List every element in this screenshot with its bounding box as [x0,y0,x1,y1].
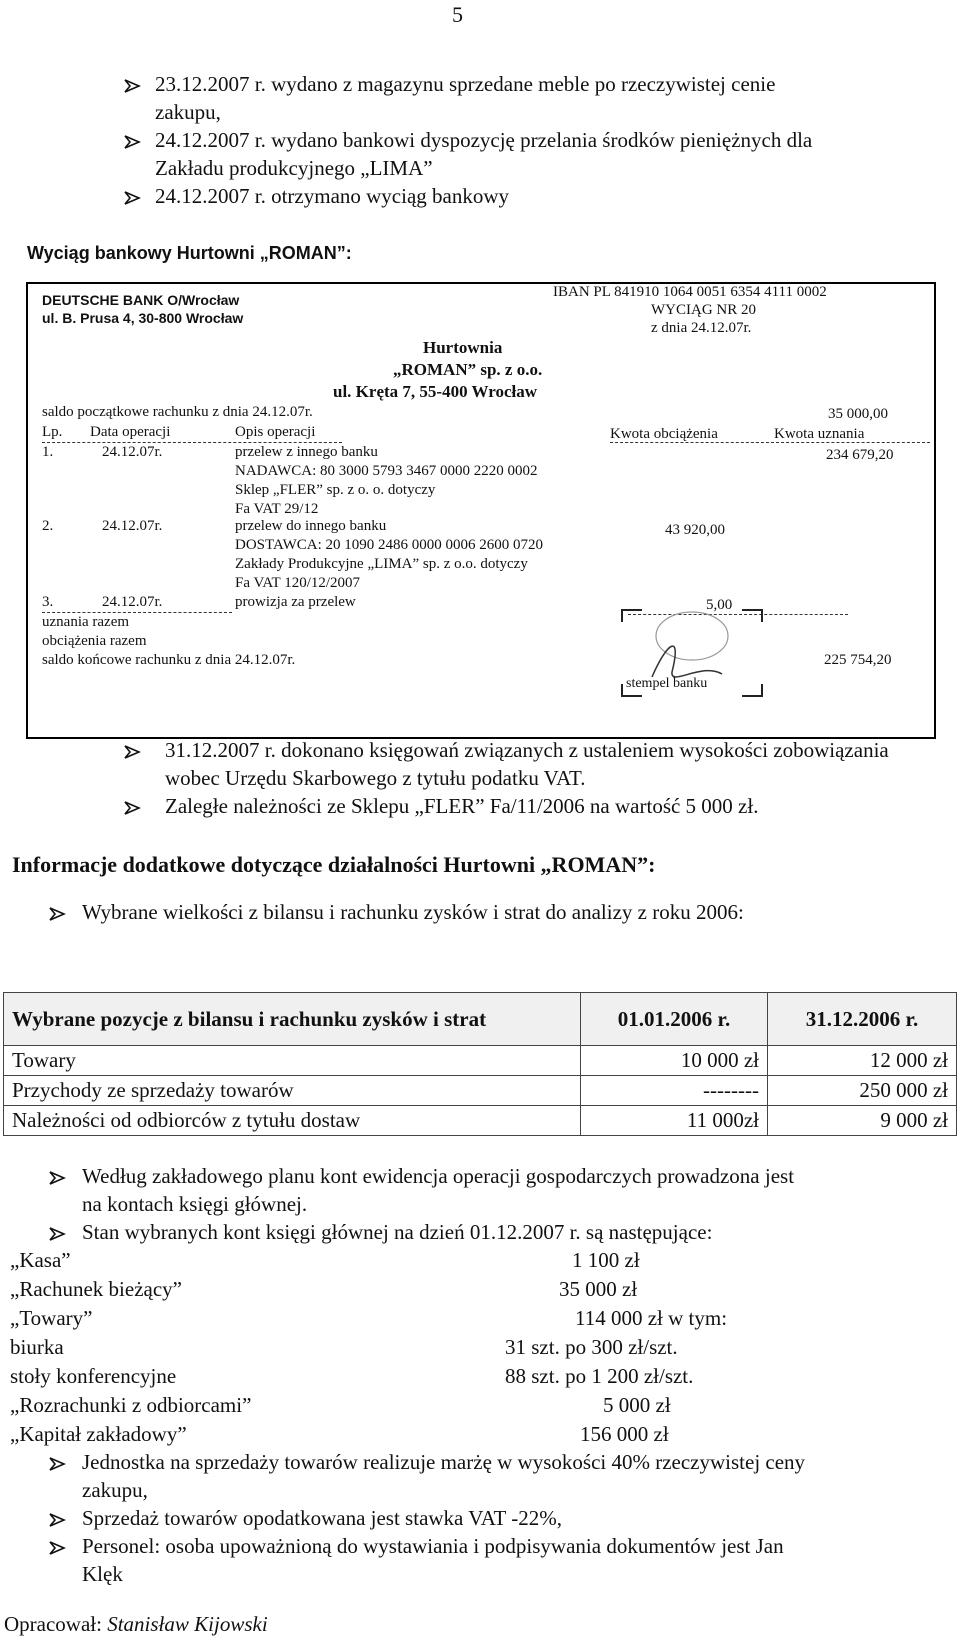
operation-desc: NADAWCA: 80 3000 5793 3467 0000 2220 0002 [235,463,538,479]
account-value: 88 szt. po 1 200 zł/szt. [505,1364,694,1388]
operation-debit: 43 920,00 [665,522,725,538]
opening-balance-value: 35 000,00 [828,406,888,422]
account-value: 5 000 zł [603,1393,671,1417]
debits-total-label: obciążenia razem [42,633,147,649]
arrow-bullet-icon [123,134,141,150]
bullet-text: 31.12.2007 r. dokonano księgowań związanych z ustaleniem wysokości zobowiązania [165,738,889,762]
account-value: 35 000 zł [559,1277,638,1301]
account-name: „Rachunek bieżący” [10,1277,182,1301]
bullet-text: wobec Urzędu Skarbowego z tytułu podatku VAT. [165,766,586,790]
bullet-text: Klęk [82,1562,123,1586]
table-header-cell: 01.01.2006 r. [581,993,768,1046]
operation-desc: prowizja za przelew [235,594,356,610]
account-value: 1 100 zł [572,1248,640,1272]
operation-date: 24.12.07r. [102,518,163,534]
bank-address: ul. B. Prusa 4, 30-800 Wrocław [42,310,244,326]
bullet-text: 24.12.2007 r. otrzymano wyciąg bankowy [155,184,510,208]
table-row [4,1106,957,1136]
arrow-bullet-icon [48,1456,66,1472]
bullet-text: Jednostka na sprzedaży towarów realizuje marżę w wysokości 40% rzeczywistej ceny [82,1450,806,1474]
arrow-bullet-icon [123,78,141,94]
account-name: „Towary” [10,1306,93,1330]
info-bullet-text: Wybrane wielkości z bilansu i rachunku zysków i strat do analizy z roku 2006: [82,900,744,924]
col-date: Data operacji [90,424,171,440]
operation-desc: DOSTAWCA: 20 1090 2486 0000 0006 2600 0720 [235,537,544,553]
table-cell: 9 000 zł [768,1106,957,1136]
bullet-text: zakupu, [155,100,221,124]
arrow-bullet-icon [48,1226,66,1242]
operation-lp: 1. [42,444,54,460]
account-value: 156 000 zł [580,1422,669,1446]
account-name: biurka [10,1335,64,1359]
account-value: 114 000 zł w tym: [575,1306,728,1330]
closing-balance-value: 225 754,20 [824,652,892,668]
bullet-text: 24.12.2007 r. wydano bankowi dyspozycję przelania środków pieniężnych dla [155,128,813,152]
operation-credit: 234 679,20 [826,447,894,463]
table-cell: Przychody ze sprzedaży towarów [4,1076,581,1106]
author-credit [4,1612,268,1637]
account-name: „Kasa” [10,1248,71,1272]
col-description: Opis operacji [235,424,316,440]
opening-balance-label: saldo początkowe rachunku z dnia 24.12.07r. [42,404,313,420]
operation-desc: Fa VAT 29/12 [235,501,319,517]
arrow-bullet-icon [48,906,66,922]
info-heading: Informacje dodatkowe dotyczące działalności Hurtowni „ROMAN”: [12,852,656,877]
table-cell: Towary [4,1046,581,1076]
table-cell: 250 000 zł [768,1076,957,1106]
bank-statement [26,282,936,739]
arrow-bullet-icon [48,1512,66,1528]
arrow-bullet-icon [48,1170,66,1186]
bullet-text: Sprzedaż towarów opodatkowana jest stawka VAT -22%, [82,1506,562,1530]
arrow-bullet-icon [123,744,141,760]
table-cell: 12 000 zł [768,1046,957,1076]
bullet-text: zakupu, [82,1478,148,1502]
col-credit: Kwota uznania [774,426,865,442]
operation-date: 24.12.07r. [102,444,163,460]
author-name: Stanisław Kijowski [107,1612,268,1636]
operation-lp: 2. [42,518,54,534]
table-cell: -------- [581,1076,768,1106]
closing-balance-label: saldo końcowe rachunku z dnia 24.12.07r. [42,652,296,668]
bullet-text: Zaległe należności ze Sklepu „FLER” Fa/11/2006 na wartość 5 000 zł. [165,794,759,818]
operation-desc: Zakłady Produkcyjne „LIMA” sp. z o.o. dotyczy [235,556,528,572]
operation-debit: 5,00 [706,597,733,613]
bank-name: DEUTSCHE BANK O/Wrocław [42,292,240,308]
bullet-text: Według zakładowego planu kont ewidencja operacji gospodarczych prowadzona jest [82,1164,795,1188]
operation-date: 24.12.07r. [102,594,163,610]
stamp-label: stempel banku [626,676,708,691]
statement-date: z dnia 24.12.07r. [651,320,752,336]
operations-divider [42,612,232,613]
operation-desc: przelew do innego banku [235,518,387,534]
table-cell: Należności od odbiorców z tytułu dostaw [4,1106,581,1136]
bullet-text: Stan wybranych kont księgi głównej na dzień 01.12.2007 r. są następujące: [82,1220,713,1244]
bullet-text: Zakładu produkcyjnego „LIMA” [155,156,433,180]
account-holder-line3: ul. Kręta 7, 55-400 Wrocław [333,382,537,401]
account-name: stoły konferencyjne [10,1364,177,1388]
page-number: 5 [452,2,463,27]
table-cell: 10 000 zł [581,1046,768,1076]
account-holder-line2: „ROMAN” sp. z o.o. [393,360,543,379]
financial-table [3,992,957,1136]
table-header-cell: 31.12.2006 r. [768,993,957,1046]
operation-desc: Fa VAT 120/12/2007 [235,575,361,591]
account-holder-line1: Hurtownia [423,338,503,357]
table-row [4,1076,957,1106]
bullet-text: 23.12.2007 r. wydano z magazynu sprzedane meble po rzeczywistej cenie [155,72,776,96]
table-row [4,1046,957,1076]
operation-desc: przelew z innego banku [235,444,378,460]
arrow-bullet-icon [123,190,141,206]
header-divider [610,442,930,443]
bank-statement-heading: Wyciąg bankowy Hurtowni „ROMAN”: [27,243,352,263]
account-value: 31 szt. po 300 zł/szt. [505,1335,678,1359]
operation-desc: Sklep „FLER” sp. z o. o. dotyczy [235,482,436,498]
header-divider [42,442,342,443]
author-label: Opracował: [4,1612,108,1636]
col-debit: Kwota obciążenia [610,426,718,442]
statement-number: WYCIĄG NR 20 [651,302,756,318]
credits-total-label: uznania razem [42,614,130,630]
table-header-cell: Wybrane pozycje z bilansu i rachunku zysków i strat [4,993,581,1046]
col-lp: Lp. [42,424,63,440]
bullet-text: Personel: osoba upoważnioną do wystawiania i podpisywania dokumentów jest Jan [82,1534,784,1558]
iban: IBAN PL 841910 1064 0051 6354 4111 0002 [553,284,827,300]
arrow-bullet-icon [123,800,141,816]
operation-lp: 3. [42,594,54,610]
bullet-text: na kontach księgi głównej. [82,1192,308,1216]
table-header-row [4,993,957,1046]
account-name: „Kapitał zakładowy” [10,1422,187,1446]
table-cell: 11 000zł [581,1106,768,1136]
account-name: „Rozrachunki z odbiorcami” [10,1393,252,1417]
arrow-bullet-icon [48,1540,66,1556]
